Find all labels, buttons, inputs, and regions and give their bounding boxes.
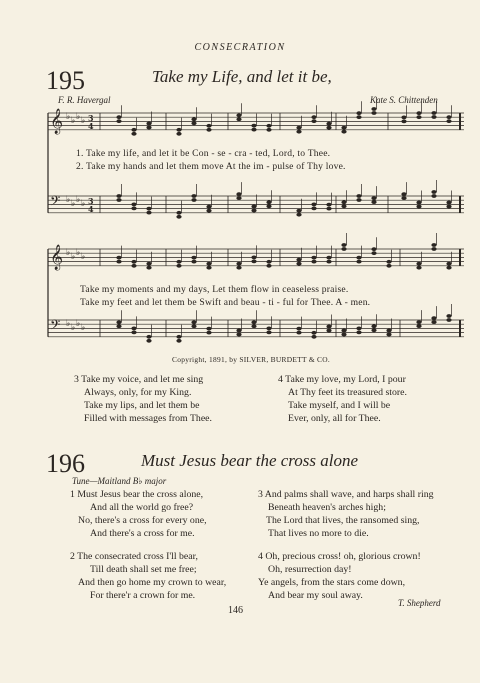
note-head <box>146 262 151 266</box>
note-head <box>356 256 361 260</box>
time-signature: 4 <box>88 204 94 214</box>
note-head <box>191 260 196 264</box>
hymn196-verse3 <box>258 488 434 540</box>
hymn195-verse4 <box>278 373 407 425</box>
note-head <box>416 266 421 270</box>
note-head <box>311 331 316 335</box>
note-head <box>296 213 301 217</box>
time-signature: 3 <box>88 196 94 206</box>
lyric-s1-v1: 1. Take my life, and let it be Con - se - cra - ted, Lord, to Thee. <box>76 148 331 159</box>
note-head <box>266 331 271 335</box>
flat-sign: ♭ <box>76 112 81 122</box>
note-head <box>236 113 241 117</box>
note-head <box>311 335 316 339</box>
note-head <box>326 256 331 260</box>
note-head <box>176 132 181 136</box>
lyric-s1-v2: 2. Take my hands and let them move At the im - pulse of Thy love. <box>76 161 346 172</box>
note-head <box>131 264 136 268</box>
note-head <box>446 314 451 318</box>
note-head <box>431 243 436 247</box>
note-head <box>341 333 346 337</box>
note-head <box>206 209 211 213</box>
verse-line: Take my lips, and let them be <box>84 400 200 411</box>
hymn-title-195: Take my Life, and let it be, <box>152 67 332 86</box>
note-head <box>176 128 181 132</box>
flat-sign: ♭ <box>71 252 76 262</box>
note-head <box>146 266 151 270</box>
verse-line: 3 And palms shall wave, and harps shall ring <box>258 489 434 500</box>
note-head <box>311 256 316 260</box>
note-head <box>236 262 241 266</box>
note-head <box>341 130 346 134</box>
flat-sign: ♭ <box>66 195 71 205</box>
flat-sign: ♭ <box>66 248 71 258</box>
verse-line: And then go home my crown to wear, <box>78 577 227 588</box>
note-head <box>311 207 316 211</box>
flat-sign: ♭ <box>81 116 86 126</box>
note-head <box>251 209 256 213</box>
note-head <box>341 204 346 208</box>
note-head <box>446 115 451 119</box>
note-head <box>266 264 271 268</box>
note-head <box>266 204 271 208</box>
note-head <box>146 339 151 343</box>
note-head <box>386 333 391 337</box>
note-head <box>116 256 121 260</box>
note-head <box>296 327 301 331</box>
copyright-line: Copyright, 1891, by SILVER, BURDETT & CO. <box>172 355 331 364</box>
note-head <box>401 196 406 200</box>
note-head <box>431 247 436 251</box>
hymn196-verse2 <box>70 550 226 602</box>
note-head <box>206 327 211 331</box>
bass-clef: 𝄢 <box>50 317 61 336</box>
hymn-author-195: F. R. Havergal <box>58 95 111 105</box>
note-head <box>311 260 316 264</box>
hymn-composer-195: Kate S. Chittenden <box>370 95 438 105</box>
note-head <box>131 207 136 211</box>
note-head <box>191 320 196 324</box>
note-head <box>236 266 241 270</box>
note-head <box>296 130 301 134</box>
verse-line: 1 Must Jesus bear the cross alone, <box>70 489 204 500</box>
note-head <box>251 260 256 264</box>
note-head <box>116 320 121 324</box>
verse-line: 4 Oh, precious cross! oh, glorious crown! <box>258 551 421 562</box>
verse-line: At Thy feet its treasured store. <box>288 387 407 398</box>
hymn-tune-196: Tune—Maitland B♭ major <box>72 476 167 486</box>
note-head <box>371 251 376 255</box>
note-head <box>416 115 421 119</box>
note-head <box>341 247 346 251</box>
note-head <box>176 215 181 219</box>
note-head <box>371 111 376 115</box>
verse-line: Always, only, for my King. <box>84 387 192 398</box>
note-head <box>116 115 121 119</box>
hymn-number-195: 195 <box>46 66 85 95</box>
note-head <box>356 194 361 198</box>
note-head <box>431 115 436 119</box>
note-head <box>146 207 151 211</box>
note-head <box>311 115 316 119</box>
note-head <box>236 329 241 333</box>
note-head <box>311 203 316 207</box>
verse-line: And all the world go free? <box>90 502 194 513</box>
note-head <box>416 205 421 209</box>
flat-sign: ♭ <box>81 252 86 262</box>
verse-line: 3 Take my voice, and let me sing <box>74 374 204 385</box>
note-head <box>416 320 421 324</box>
flat-sign: ♭ <box>81 199 86 209</box>
note-head <box>326 207 331 211</box>
note-head <box>206 205 211 209</box>
treble-clef: 𝄞 <box>50 109 64 134</box>
note-head <box>416 201 421 205</box>
note-head <box>266 200 271 204</box>
note-head <box>386 264 391 268</box>
note-head <box>371 328 376 332</box>
note-head <box>446 318 451 322</box>
note-head <box>326 329 331 333</box>
note-head <box>341 243 346 247</box>
hymn-title-196: Must Jesus bear the cross alone <box>141 451 359 470</box>
note-head <box>116 324 121 328</box>
note-head <box>356 115 361 119</box>
note-head <box>356 331 361 335</box>
page-number: 146 <box>228 605 243 616</box>
note-head <box>356 260 361 264</box>
note-head <box>251 324 256 328</box>
note-head <box>176 260 181 264</box>
lyric-s2-v1: Take my moments and my days, Let them flow in ceaseless praise. <box>80 284 349 295</box>
note-head <box>236 196 241 200</box>
note-head <box>296 258 301 262</box>
note-head <box>356 111 361 115</box>
note-head <box>311 119 316 123</box>
note-head <box>266 327 271 331</box>
note-head <box>236 117 241 121</box>
note-head <box>116 260 121 264</box>
note-head <box>416 262 421 266</box>
note-head <box>371 324 376 328</box>
note-head <box>266 260 271 264</box>
note-head <box>206 266 211 270</box>
note-head <box>416 324 421 328</box>
note-head <box>206 124 211 128</box>
verse-line: Take myself, and I will be <box>288 400 391 411</box>
note-head <box>131 132 136 136</box>
note-head <box>356 327 361 331</box>
note-head <box>146 211 151 215</box>
hymn196-verse4 <box>258 550 421 602</box>
note-head <box>356 198 361 202</box>
note-head <box>386 260 391 264</box>
note-head <box>266 128 271 132</box>
verse-line: Ever, only, all for Thee. <box>288 413 381 424</box>
time-signature: 4 <box>88 121 94 131</box>
hymn195-verse3 <box>74 373 212 425</box>
flat-sign: ♭ <box>76 319 81 329</box>
note-head <box>131 331 136 335</box>
note-head <box>431 194 436 198</box>
note-head <box>251 256 256 260</box>
note-head <box>116 119 121 123</box>
verse-line: No, there's a cross for every one, <box>78 515 207 526</box>
note-head <box>416 111 421 115</box>
note-head <box>446 262 451 266</box>
note-head <box>206 331 211 335</box>
note-head <box>371 107 376 111</box>
flat-sign: ♭ <box>66 112 71 122</box>
section-header: CONSECRATION <box>194 42 286 53</box>
note-head <box>191 198 196 202</box>
note-head <box>146 335 151 339</box>
note-head <box>176 211 181 215</box>
verse-line: For there'r a crown for me. <box>90 590 196 601</box>
note-head <box>401 116 406 120</box>
treble-clef: 𝄞 <box>50 245 64 270</box>
verse-line: Filled with messages from Thee. <box>84 413 212 424</box>
note-head <box>371 200 376 204</box>
note-head <box>326 203 331 207</box>
note-head <box>266 124 271 128</box>
lyric-s2-v2: Take my feet and let them be Swift and beau - ti - ful for Thee. A - men. <box>80 297 371 308</box>
note-head <box>191 194 196 198</box>
note-head <box>116 198 121 202</box>
note-head <box>236 333 241 337</box>
note-head <box>371 196 376 200</box>
flat-sign: ♭ <box>76 195 81 205</box>
note-head <box>191 256 196 260</box>
note-head <box>431 190 436 194</box>
flat-sign: ♭ <box>66 319 71 329</box>
note-head <box>341 200 346 204</box>
note-head <box>341 126 346 130</box>
note-head <box>446 205 451 209</box>
note-head <box>341 329 346 333</box>
note-head <box>296 209 301 213</box>
flat-sign: ♭ <box>71 323 76 333</box>
note-head <box>131 128 136 132</box>
verse-line: Ye angels, from the stars come down, <box>258 577 406 588</box>
note-head <box>446 119 451 123</box>
note-head <box>401 120 406 124</box>
note-head <box>446 266 451 270</box>
note-head <box>176 339 181 343</box>
verse-line: The Lord that lives, the ransomed sing, <box>266 515 420 526</box>
verse-line: That lives no more to die. <box>268 528 369 539</box>
note-head <box>446 201 451 205</box>
hymn-author-196: T. Shepherd <box>398 598 441 608</box>
note-head <box>296 262 301 266</box>
note-head <box>251 320 256 324</box>
note-head <box>206 128 211 132</box>
note-head <box>176 264 181 268</box>
note-head <box>191 324 196 328</box>
note-head <box>371 247 376 251</box>
note-head <box>131 203 136 207</box>
hymn-number-196: 196 <box>46 449 85 478</box>
note-head <box>326 126 331 130</box>
note-head <box>131 260 136 264</box>
note-head <box>431 320 436 324</box>
note-head <box>251 128 256 132</box>
verse-line: Oh, resurrection day! <box>268 564 352 575</box>
note-head <box>146 122 151 126</box>
note-head <box>131 327 136 331</box>
verse-line: 2 The consecrated cross I'll bear, <box>70 551 198 562</box>
verse-line: And there's a cross for me. <box>90 528 195 539</box>
note-head <box>206 262 211 266</box>
hymn196-verse1 <box>70 488 207 540</box>
note-head <box>116 194 121 198</box>
note-head <box>191 121 196 125</box>
flat-sign: ♭ <box>76 248 81 258</box>
note-head <box>251 124 256 128</box>
verse-line: 4 Take my love, my Lord, I pour <box>278 374 406 385</box>
note-head <box>296 126 301 130</box>
verse-line: And bear my soul away. <box>268 590 363 601</box>
note-head <box>191 117 196 121</box>
flat-sign: ♭ <box>71 116 76 126</box>
note-head <box>386 329 391 333</box>
note-head <box>326 325 331 329</box>
note-head <box>431 316 436 320</box>
note-head <box>431 111 436 115</box>
note-head <box>236 192 241 196</box>
note-head <box>146 126 151 130</box>
verse-line: Beneath heaven's arches high; <box>268 502 386 513</box>
note-head <box>251 205 256 209</box>
note-head <box>296 331 301 335</box>
flat-sign: ♭ <box>81 323 86 333</box>
verse-line: Till death shall set me free; <box>90 564 197 575</box>
time-signature: 3 <box>88 113 94 123</box>
note-head <box>326 122 331 126</box>
flat-sign: ♭ <box>71 199 76 209</box>
note-head <box>401 192 406 196</box>
note-head <box>326 260 331 264</box>
note-head <box>176 335 181 339</box>
bass-clef: 𝄢 <box>50 193 61 212</box>
